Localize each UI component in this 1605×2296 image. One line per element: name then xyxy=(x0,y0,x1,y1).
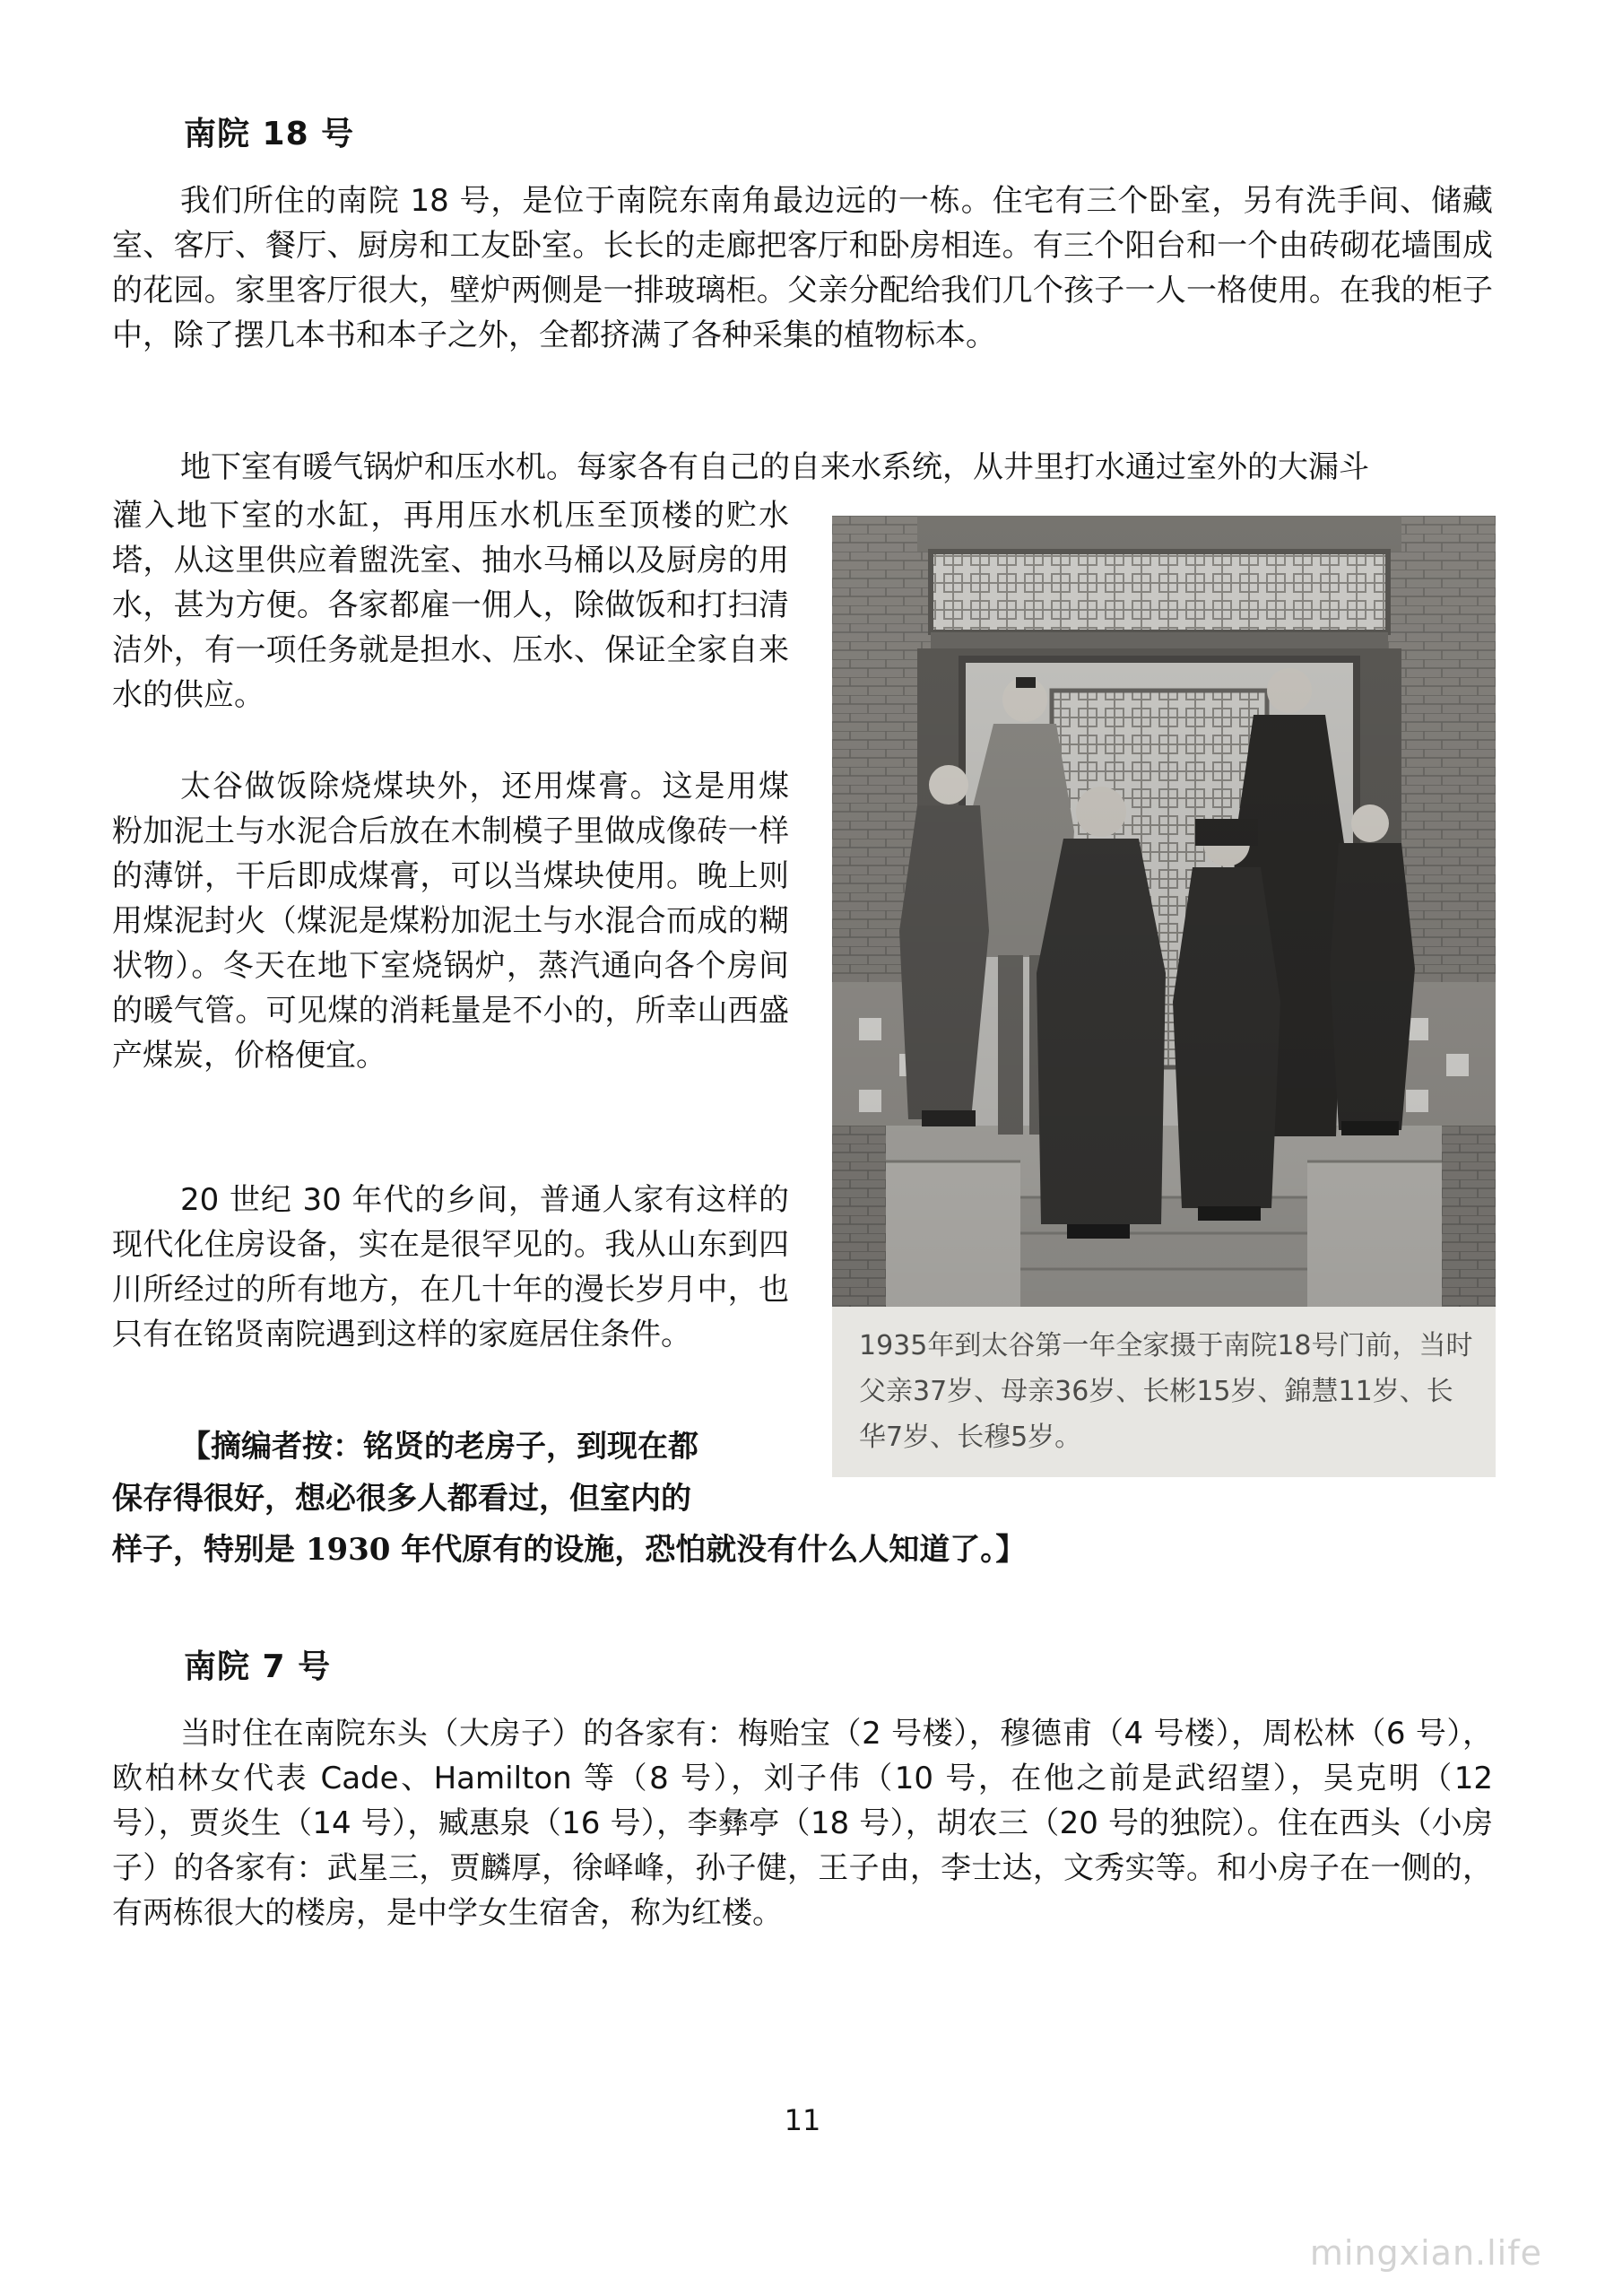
page-number: 11 xyxy=(784,2103,821,2137)
editor-note-line-2: 保存得很好，想必很多人都看过，但室内的 xyxy=(112,1481,691,1517)
photo-caption: 1935年到太谷第一年全家摄于南院18号门前，当时父亲37岁、母亲36岁、长彬15岁、錦慧11岁、长华7岁、长穆5岁。 xyxy=(859,1330,1473,1453)
site-watermark: mingxian.life xyxy=(1309,2233,1542,2273)
family-photo xyxy=(832,516,1496,1307)
editor-note-line-1: 【摘编者按：铭贤的老房子，到现在都 xyxy=(180,1429,698,1465)
paragraph-basement-first-line: 地下室有暖气锅炉和压水机。每家各有自己的自来水系统，从井里打水通过室外的大漏斗 xyxy=(180,449,1369,485)
family-photo-figure xyxy=(832,516,1496,1477)
section-heading-nanyuan-18: 南院 18 号 xyxy=(184,116,355,152)
paragraph-residents-list: 当时住在南院东头（大房子）的各家有：梅贻宝（2 号楼），穆德甫（4 号楼），周松林（6 号），欧柏林女代表 Cade、Hamilton 等（8 号），刘子伟（10 号，在他之前是武绍望），吴克明（12 号），贾炎生（14 号），臧惠泉（16 号），李彝亭（18 号），胡农三（20 号的独院）。住在西头（小房子）的各家有：武星三，贾麟厚，徐峄峰，孙子健，王子由，李士达，文秀实等。和小房子在一侧的，有两栋很大的楼房，是中学女生宿舍，称为红楼。 xyxy=(112,1716,1493,1931)
paragraph-coal-paste: 太谷做饭除烧煤块外，还用煤膏。这是用煤粉加泥土与水泥合后放在木制模子里做成像砖一样的薄饼，干后即成煤膏，可以当煤块使用。晚上则用煤泥封火（煤泥是煤粉加泥土与水混合而成的糊状物）。冬天在地下室烧锅炉，蒸汽通向各个房间的暖气管。可见煤的消耗量是不小的，所幸山西盛产煤炭，价格便宜。 xyxy=(112,769,789,1074)
paragraph-house-layout: 我们所住的南院 18 号，是位于南院东南角最边远的一栋。住宅有三个卧室，另有洗手间、储藏室、客厅、餐厅、厨房和工友卧室。长长的走廊把客厅和卧房相连。有三个阳台和一个由砖砌花墙围成的花园。家里客厅很大，壁炉两侧是一排玻璃柜。父亲分配给我们几个孩子一人一格使用。在我的柜子中，除了摆几本书和本子之外，全都挤满了各种采集的植物标本。 xyxy=(112,183,1493,353)
editor-note-line-3: 样子，特别是 1930 年代原有的设施，恐怕就没有什么人知道了。】 xyxy=(112,1532,1027,1568)
section-heading-nanyuan-7: 南院 7 号 xyxy=(184,1648,332,1685)
paragraph-basement-water: 灌入地下室的水缸，再用压水机压至顶楼的贮水塔，从这里供应着盥洗室、抽水马桶以及厨房的用水，甚为方便。各家都雇一佣人，除做饭和打扫清洁外，有一项任务就是担水、压水、保证全家自来水的供应。 xyxy=(112,498,789,713)
paragraph-rare-housing: 20 世纪 30 年代的乡间，普通人家有这样的现代化住房设备，实在是很罕见的。我从山东到四川所经过的所有地方，在几十年的漫长岁月中，也只有在铭贤南院遇到这样的家庭居住条件。 xyxy=(112,1182,789,1352)
